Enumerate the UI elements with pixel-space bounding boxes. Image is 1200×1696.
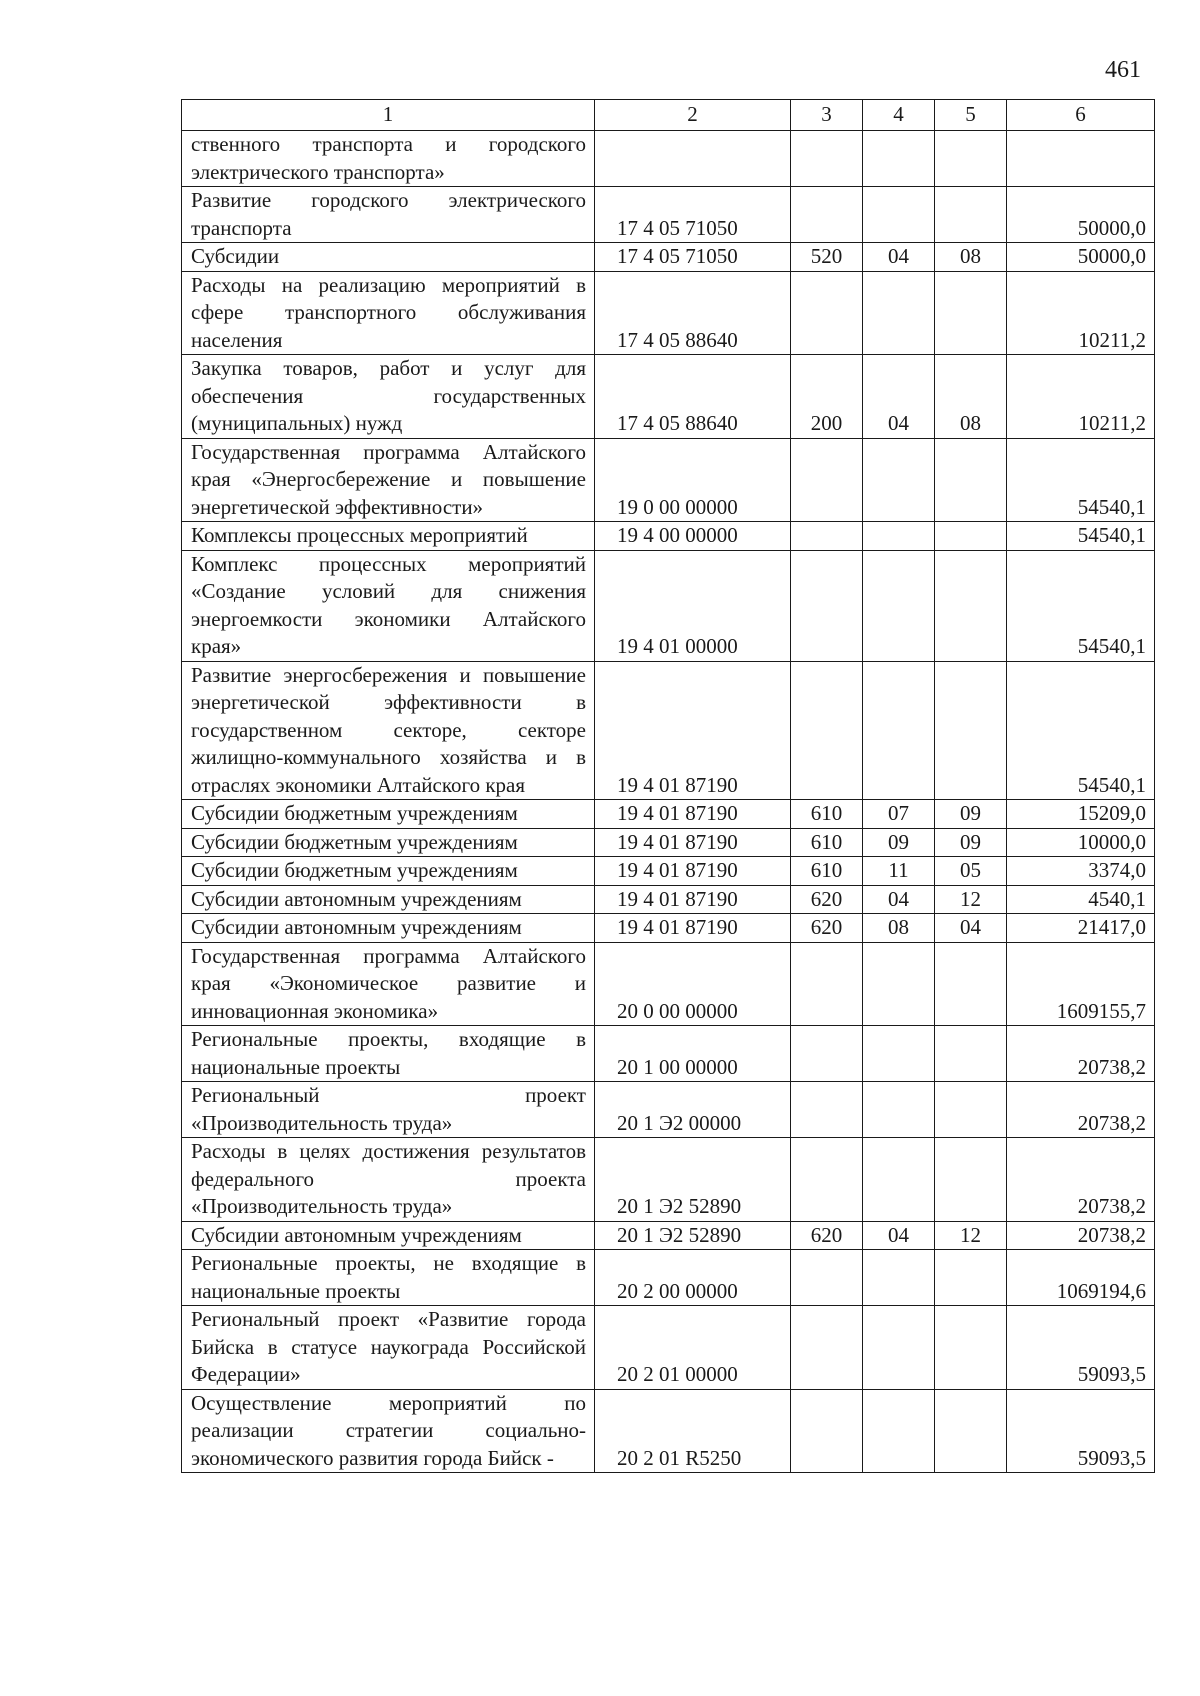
row-code-cell: 19 4 01 87190 bbox=[595, 661, 791, 800]
row-col4-cell bbox=[863, 271, 935, 355]
row-col5-cell: 08 bbox=[935, 355, 1007, 439]
row-col4-cell bbox=[863, 550, 935, 661]
row-col4-cell bbox=[863, 1306, 935, 1390]
row-code-cell: 19 4 01 87190 bbox=[595, 800, 791, 829]
row-name-cell: Расходы в целях достижения результатов федерального проекта «Производительность труда» bbox=[182, 1138, 595, 1222]
row-name-cell: Региональные проекты, не входящие в национальные проекты bbox=[182, 1250, 595, 1306]
row-col3-cell bbox=[791, 187, 863, 243]
table-row bbox=[182, 187, 1155, 243]
row-col3-cell bbox=[791, 522, 863, 551]
row-col3-cell: 620 bbox=[791, 1221, 863, 1250]
row-amount-cell: 20738,2 bbox=[1007, 1138, 1155, 1222]
row-col4-cell: 08 bbox=[863, 914, 935, 943]
row-code-cell: 20 1 Э2 00000 bbox=[595, 1082, 791, 1138]
table-row bbox=[182, 942, 1155, 1026]
table-row bbox=[182, 131, 1155, 187]
table-row bbox=[182, 1250, 1155, 1306]
row-name-cell: Государственная программа Алтайского края «Энергосбережение и повышение энергетической эффективности» bbox=[182, 438, 595, 522]
row-col5-cell: 04 bbox=[935, 914, 1007, 943]
row-name-cell: ственного транспорта и городского электрического транспорта» bbox=[182, 131, 595, 187]
row-code-cell: 19 4 01 87190 bbox=[595, 914, 791, 943]
row-amount-cell: 21417,0 bbox=[1007, 914, 1155, 943]
row-name-cell: Региональный проект «Производительность труда» bbox=[182, 1082, 595, 1138]
row-col4-cell bbox=[863, 1138, 935, 1222]
row-name-cell: Расходы на реализацию мероприятий в сфере транспортного обслуживания населения bbox=[182, 271, 595, 355]
row-name-cell: Закупка товаров, работ и услуг для обеспечения государственных (муниципальных) нужд bbox=[182, 355, 595, 439]
row-code-cell: 20 1 00 00000 bbox=[595, 1026, 791, 1082]
row-amount-cell: 1069194,6 bbox=[1007, 1250, 1155, 1306]
row-col3-cell bbox=[791, 438, 863, 522]
row-col5-cell bbox=[935, 550, 1007, 661]
table-row bbox=[182, 914, 1155, 943]
table-row bbox=[182, 1138, 1155, 1222]
header-cell-3: 3 bbox=[791, 100, 863, 131]
row-col5-cell bbox=[935, 131, 1007, 187]
row-col5-cell: 09 bbox=[935, 828, 1007, 857]
table-row bbox=[182, 550, 1155, 661]
row-col4-cell bbox=[863, 187, 935, 243]
row-col5-cell: 12 bbox=[935, 885, 1007, 914]
row-code-cell: 17 4 05 88640 bbox=[595, 271, 791, 355]
row-name-cell: Развитие энергосбережения и повышение энергетической эффективности в государственном секторе, секторе жилищно-коммунального хозяйства и в отраслях экономики Алтайского края bbox=[182, 661, 595, 800]
table-row bbox=[182, 661, 1155, 800]
table-body bbox=[182, 100, 1155, 1473]
row-col4-cell bbox=[863, 1082, 935, 1138]
table-row bbox=[182, 1221, 1155, 1250]
row-code-cell: 17 4 05 71050 bbox=[595, 187, 791, 243]
row-col3-cell: 610 bbox=[791, 828, 863, 857]
row-col5-cell: 12 bbox=[935, 1221, 1007, 1250]
row-col3-cell bbox=[791, 271, 863, 355]
table-row bbox=[182, 243, 1155, 272]
row-col3-cell: 620 bbox=[791, 914, 863, 943]
row-col3-cell bbox=[791, 1306, 863, 1390]
row-name-cell: Субсидии бюджетным учреждениям bbox=[182, 800, 595, 829]
table-row bbox=[182, 271, 1155, 355]
table-row bbox=[182, 522, 1155, 551]
row-col4-cell: 07 bbox=[863, 800, 935, 829]
row-col3-cell bbox=[791, 550, 863, 661]
row-col4-cell bbox=[863, 661, 935, 800]
row-name-cell: Субсидии автономным учреждениям bbox=[182, 1221, 595, 1250]
table-row bbox=[182, 438, 1155, 522]
row-code-cell: 19 0 00 00000 bbox=[595, 438, 791, 522]
row-col4-cell bbox=[863, 1250, 935, 1306]
row-col5-cell: 08 bbox=[935, 243, 1007, 272]
row-col5-cell bbox=[935, 187, 1007, 243]
row-col4-cell: 04 bbox=[863, 1221, 935, 1250]
row-name-cell: Субсидии автономным учреждениям bbox=[182, 885, 595, 914]
table-row bbox=[182, 885, 1155, 914]
row-col4-cell: 04 bbox=[863, 243, 935, 272]
row-amount-cell: 20738,2 bbox=[1007, 1082, 1155, 1138]
row-col5-cell bbox=[935, 1389, 1007, 1473]
row-col5-cell: 05 bbox=[935, 857, 1007, 886]
row-amount-cell: 20738,2 bbox=[1007, 1026, 1155, 1082]
row-col5-cell bbox=[935, 1306, 1007, 1390]
row-col3-cell bbox=[791, 1026, 863, 1082]
row-col4-cell: 04 bbox=[863, 885, 935, 914]
row-col3-cell bbox=[791, 131, 863, 187]
row-col5-cell bbox=[935, 1138, 1007, 1222]
row-code-cell: 20 1 Э2 52890 bbox=[595, 1138, 791, 1222]
row-col4-cell: 09 bbox=[863, 828, 935, 857]
row-name-cell: Осуществление мероприятий по реализации стратегии социально-экономического развития города Бийск - bbox=[182, 1389, 595, 1473]
row-amount-cell: 15209,0 bbox=[1007, 800, 1155, 829]
row-code-cell: 20 2 01 R5250 bbox=[595, 1389, 791, 1473]
row-col5-cell bbox=[935, 1250, 1007, 1306]
row-amount-cell: 10211,2 bbox=[1007, 271, 1155, 355]
row-col4-cell bbox=[863, 522, 935, 551]
table-row bbox=[182, 1306, 1155, 1390]
row-code-cell: 20 0 00 00000 bbox=[595, 942, 791, 1026]
row-amount-cell: 54540,1 bbox=[1007, 550, 1155, 661]
row-amount-cell: 54540,1 bbox=[1007, 438, 1155, 522]
row-code-cell bbox=[595, 131, 791, 187]
row-col5-cell bbox=[935, 271, 1007, 355]
row-col5-cell bbox=[935, 438, 1007, 522]
header-cell-1: 1 bbox=[182, 100, 595, 131]
row-amount-cell: 59093,5 bbox=[1007, 1306, 1155, 1390]
row-col3-cell: 520 bbox=[791, 243, 863, 272]
row-col5-cell: 09 bbox=[935, 800, 1007, 829]
row-amount-cell: 1609155,7 bbox=[1007, 942, 1155, 1026]
row-name-cell: Комплексы процессных мероприятий bbox=[182, 522, 595, 551]
header-cell-2: 2 bbox=[595, 100, 791, 131]
row-code-cell: 19 4 01 87190 bbox=[595, 857, 791, 886]
row-amount-cell: 54540,1 bbox=[1007, 661, 1155, 800]
row-name-cell: Субсидии бюджетным учреждениям bbox=[182, 857, 595, 886]
table-row bbox=[182, 1082, 1155, 1138]
row-code-cell: 19 4 01 00000 bbox=[595, 550, 791, 661]
row-col4-cell bbox=[863, 942, 935, 1026]
table-row bbox=[182, 857, 1155, 886]
row-amount-cell: 59093,5 bbox=[1007, 1389, 1155, 1473]
row-name-cell: Комплекс процессных мероприятий «Создание условий для снижения энергоемкости экономики Алтайского края» bbox=[182, 550, 595, 661]
table-row bbox=[182, 1389, 1155, 1473]
row-col5-cell bbox=[935, 1082, 1007, 1138]
row-name-cell: Развитие городского электрического транспорта bbox=[182, 187, 595, 243]
row-amount-cell: 3374,0 bbox=[1007, 857, 1155, 886]
header-cell-5: 5 bbox=[935, 100, 1007, 131]
row-col4-cell: 11 bbox=[863, 857, 935, 886]
row-col3-cell bbox=[791, 1389, 863, 1473]
table-row bbox=[182, 828, 1155, 857]
row-amount-cell: 54540,1 bbox=[1007, 522, 1155, 551]
row-col3-cell bbox=[791, 1082, 863, 1138]
row-name-cell: Государственная программа Алтайского края «Экономическое развитие и инновационная экономика» bbox=[182, 942, 595, 1026]
table-row bbox=[182, 1026, 1155, 1082]
row-col3-cell: 610 bbox=[791, 857, 863, 886]
row-col5-cell bbox=[935, 661, 1007, 800]
row-code-cell: 19 4 00 00000 bbox=[595, 522, 791, 551]
row-col4-cell bbox=[863, 438, 935, 522]
row-col5-cell bbox=[935, 522, 1007, 551]
row-amount-cell: 4540,1 bbox=[1007, 885, 1155, 914]
row-col3-cell bbox=[791, 1138, 863, 1222]
row-amount-cell: 20738,2 bbox=[1007, 1221, 1155, 1250]
row-name-cell: Субсидии автономным учреждениям bbox=[182, 914, 595, 943]
row-col4-cell: 04 bbox=[863, 355, 935, 439]
row-col4-cell bbox=[863, 1026, 935, 1082]
budget-table bbox=[181, 99, 1155, 1473]
table-header-row bbox=[182, 100, 1155, 131]
row-amount-cell: 10211,2 bbox=[1007, 355, 1155, 439]
row-name-cell: Региональный проект «Развитие города Бийска в статусе наукограда Российской Федерации» bbox=[182, 1306, 595, 1390]
row-code-cell: 20 2 01 00000 bbox=[595, 1306, 791, 1390]
row-col4-cell bbox=[863, 1389, 935, 1473]
row-name-cell: Региональные проекты, входящие в национальные проекты bbox=[182, 1026, 595, 1082]
row-amount-cell bbox=[1007, 131, 1155, 187]
row-code-cell: 19 4 01 87190 bbox=[595, 828, 791, 857]
row-code-cell: 17 4 05 88640 bbox=[595, 355, 791, 439]
table-row bbox=[182, 355, 1155, 439]
row-name-cell: Субсидии bbox=[182, 243, 595, 272]
row-amount-cell: 50000,0 bbox=[1007, 243, 1155, 272]
row-col4-cell bbox=[863, 131, 935, 187]
row-code-cell: 20 2 00 00000 bbox=[595, 1250, 791, 1306]
row-col3-cell: 620 bbox=[791, 885, 863, 914]
row-amount-cell: 10000,0 bbox=[1007, 828, 1155, 857]
header-cell-4: 4 bbox=[863, 100, 935, 131]
row-col3-cell bbox=[791, 1250, 863, 1306]
row-col3-cell bbox=[791, 661, 863, 800]
row-col5-cell bbox=[935, 1026, 1007, 1082]
header-cell-6: 6 bbox=[1007, 100, 1155, 131]
row-amount-cell: 50000,0 bbox=[1007, 187, 1155, 243]
row-code-cell: 19 4 01 87190 bbox=[595, 885, 791, 914]
row-code-cell: 17 4 05 71050 bbox=[595, 243, 791, 272]
row-col3-cell: 200 bbox=[791, 355, 863, 439]
row-code-cell: 20 1 Э2 52890 bbox=[595, 1221, 791, 1250]
page-number: 461 bbox=[1105, 57, 1141, 83]
row-col3-cell: 610 bbox=[791, 800, 863, 829]
table-row bbox=[182, 800, 1155, 829]
row-name-cell: Субсидии бюджетным учреждениям bbox=[182, 828, 595, 857]
row-col3-cell bbox=[791, 942, 863, 1026]
row-col5-cell bbox=[935, 942, 1007, 1026]
